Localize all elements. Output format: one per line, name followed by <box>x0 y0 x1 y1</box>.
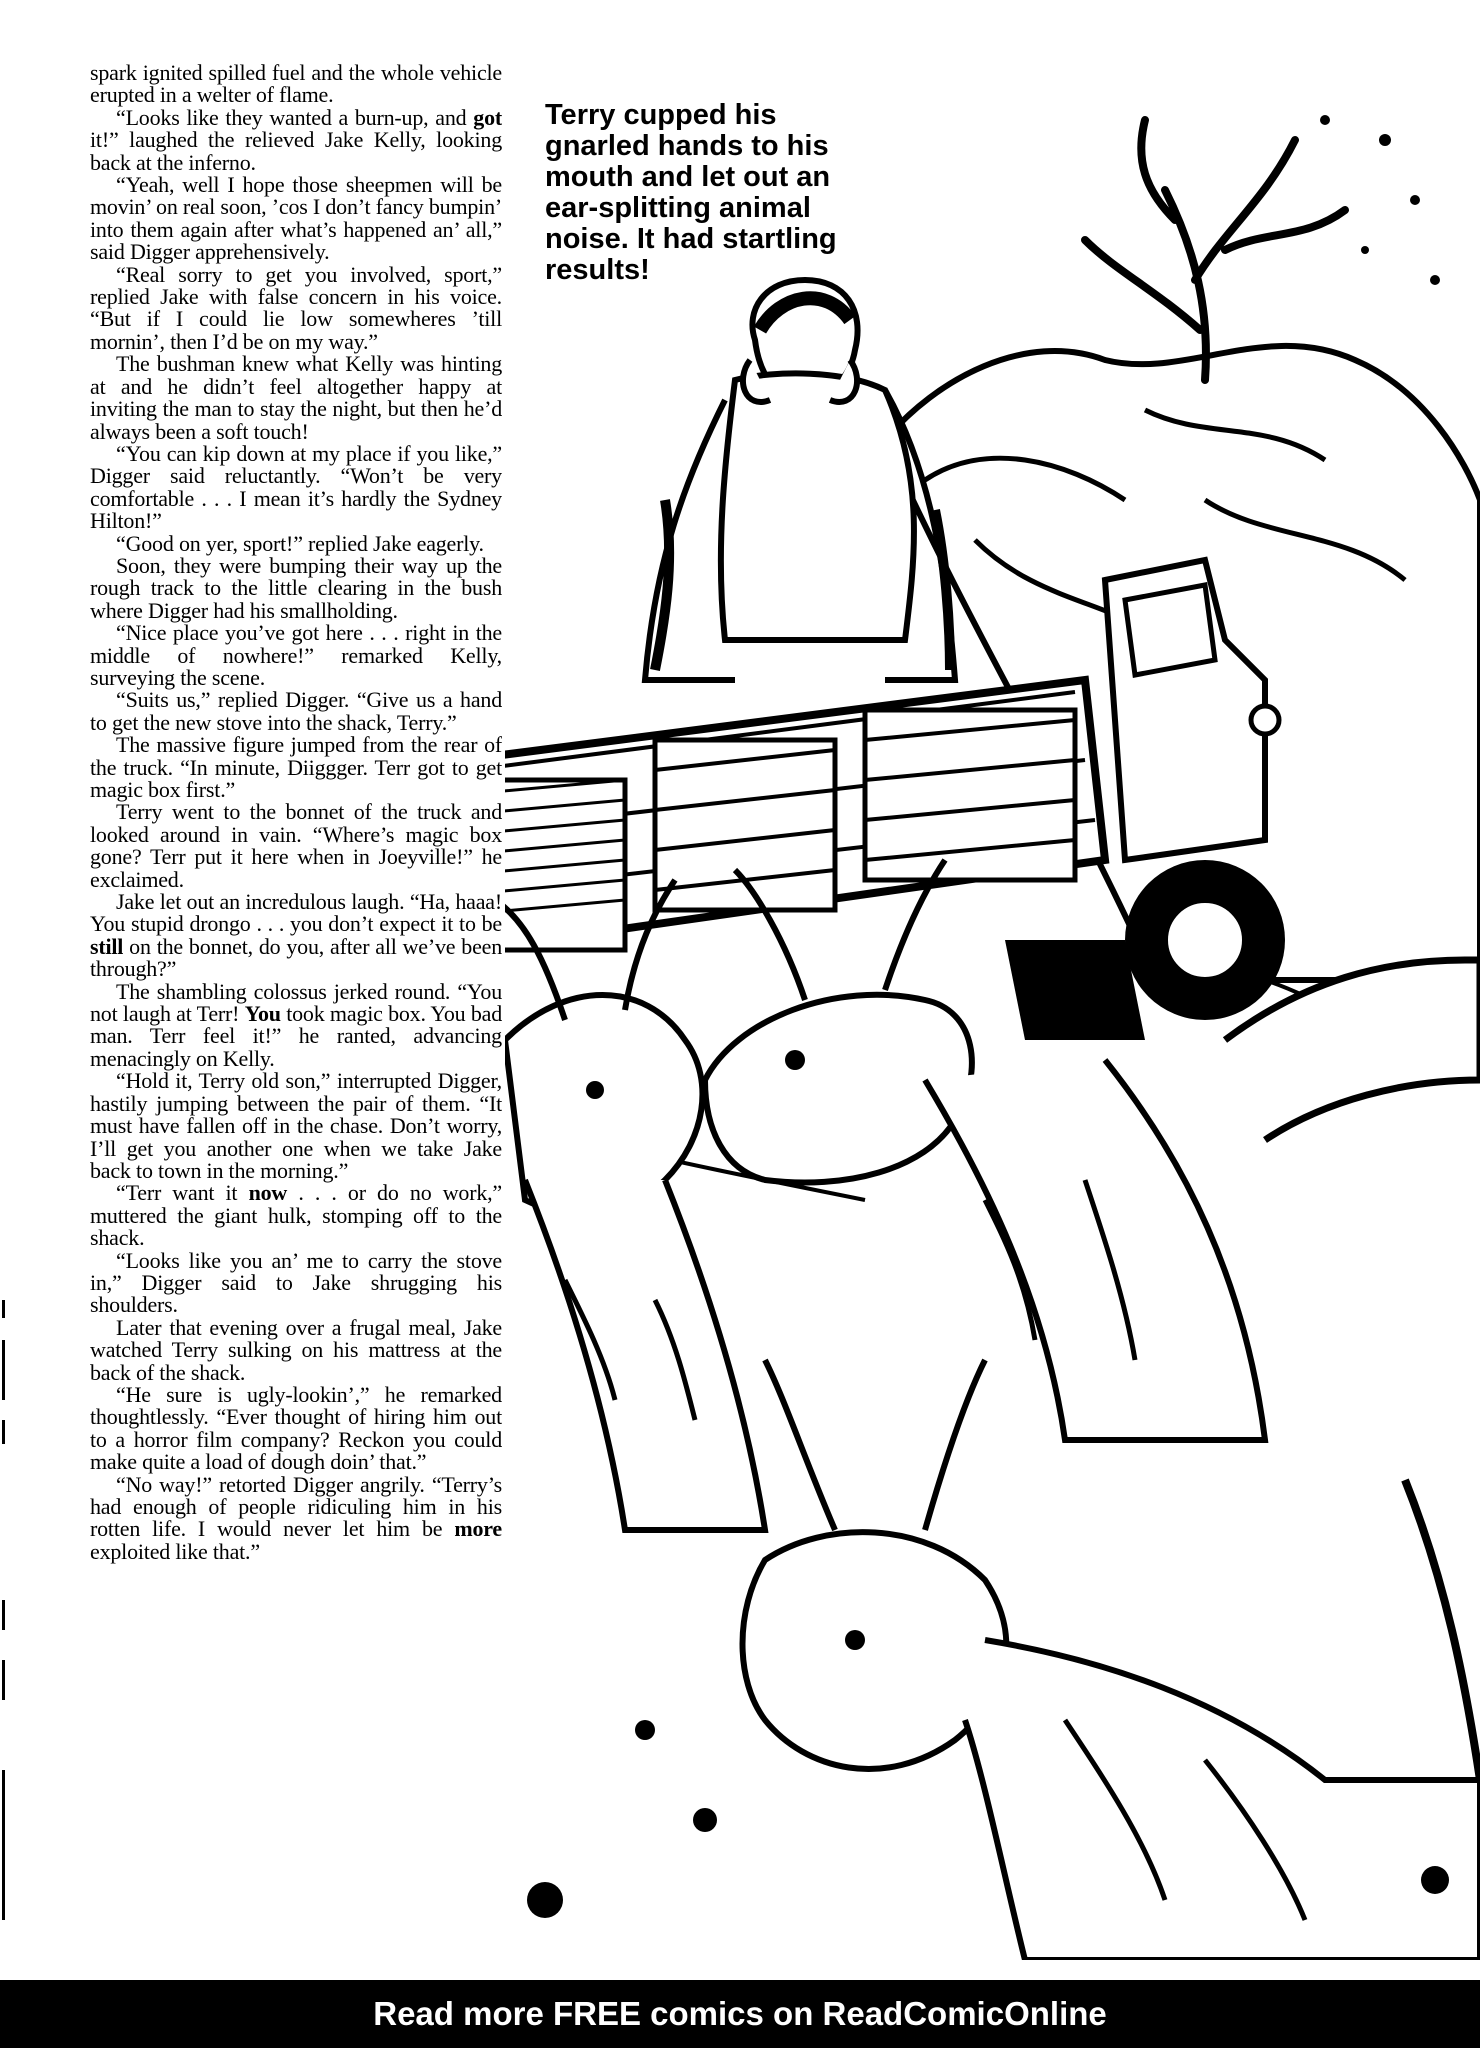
story-paragraph: “No way!” retorted Digger angrily. “Terry’s had enough of people ridiculing him in his rotten life. I would never let him be more exploited like that.” <box>90 1471 502 1564</box>
story-paragraph: “Real sorry to get you involved, sport,” replied Jake with false concern in his voice. “But if I could lie low somewheres ’till mornin’, then I’d be on my way.” <box>90 261 502 354</box>
story-paragraph: “He sure is ugly-lookin’,” he remarked thoughtlessly. “Ever thought of hiring him out to a horror film company? Reckon you could make quite a load of dough doin’ that.” <box>90 1381 502 1475</box>
story-paragraph: “Good on yer, sport!” replied Jake eagerly. <box>116 530 484 556</box>
story-paragraph: “Nice place you’ve got here . . . right in the middle of nowhere!” remarked Kelly, surveying the scene. <box>90 620 502 690</box>
story-paragraph: “Looks like you an’ me to carry the stove in,” Digger said to Jake shrugging his shoulders. <box>90 1247 502 1318</box>
story-paragraph: “Hold it, Terry old son,” interrupted Digger, hastily jumping between the pair of them. “It must have fallen off in the chase. Don’t worry, I’ll get you another one when we take Jake back to town in the morning.” <box>90 1068 502 1183</box>
story-text-column <box>90 62 502 1952</box>
illustration-panel <box>505 80 1480 1960</box>
kangaroo-truck-illustration <box>505 80 1480 1960</box>
story-paragraph: The shambling colossus jerked round. “You not laugh at Terr! You took magic box. You bad man. Terr feel it!” he ranted, advancing menacingly on Kelly. <box>90 978 502 1071</box>
story-paragraph: “Yeah, well I hope those sheepmen will be movin’ on real soon, ’cos I don’t fancy bumpin’ into them again after what’s happened an’ all,” said Digger apprehensively. <box>90 172 502 265</box>
story-paragraph: “Terr want it now . . . or do no work,” muttered the giant hulk, stomping off to the shack. <box>90 1180 502 1251</box>
story-paragraph: Jake let out an incredulous laugh. “Ha, haaa! You stupid drongo . . . you don’t expect it to be still on the bonnet, do you, after all we’ve been through?” <box>90 889 502 982</box>
story-paragraph: Terry went to the bonnet of the truck and looked around in vain. “Where’s magic box gone? Terr put it here when in Joeyville!” he exclaimed. <box>90 799 502 892</box>
terry-figure <box>645 280 955 680</box>
story-paragraph: The massive figure jumped from the rear of the truck. “In minute, Diiggger. Terr got to get magic box first.” <box>90 732 502 802</box>
story-paragraph: The bushman knew what Kelly was hinting at and he didn’t feel altogether happy at inviting the man to stay the night, but then he’d always been a soft touch! <box>90 351 502 444</box>
illustration-caption: Terry cupped his gnarled hands to his mouth and let out an ear-splitting animal noise. It had startling results! <box>545 99 837 286</box>
story-paragraph: “Suits us,” replied Digger. “Give us a hand to get the new stove into the shack, Terry.” <box>90 687 502 735</box>
story-paragraph: Soon, they were bumping their way up the rough track to the little clearing in the bush where Digger had his smallholding. <box>90 552 502 623</box>
dead-tree <box>1085 120 1345 380</box>
margin-marks <box>0 1300 8 1920</box>
kangaroo-front <box>743 1360 1480 1960</box>
kangaroo-left <box>505 880 765 1530</box>
story-paragraph: “Looks like they wanted a burn-up, and got it!” laughed the relieved Jake Kelly, looking back at the inferno. <box>90 104 502 175</box>
footer-banner[interactable]: Read more FREE comics on ReadComicOnline <box>0 1980 1480 2048</box>
story-paragraph: “You can kip down at my place if you like,” Digger said reluctantly. “Won’t be very comfortable . . . I mean it’s hardly the Sydney Hilton!” <box>90 440 502 534</box>
story-paragraph: spark ignited spilled fuel and the whole vehicle erupted in a welter of flame. <box>90 62 502 108</box>
story-paragraph: Later that evening over a frugal meal, Jake watched Terry sulking on his mattress at the back of the shack. <box>90 1314 502 1385</box>
